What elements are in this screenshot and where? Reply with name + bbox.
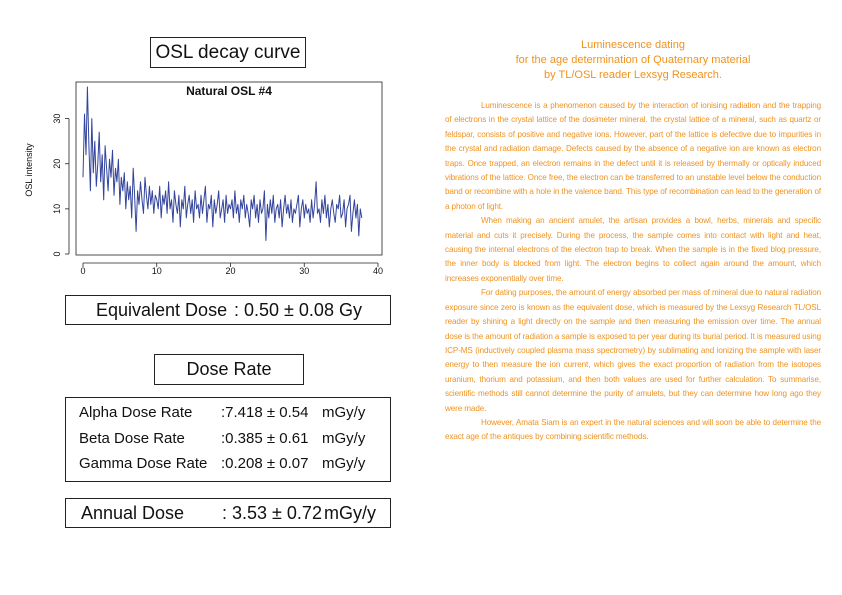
osl-chart	[18, 74, 398, 274]
article-paragraph: However, Amata Siam is an expert in the natural sciences and will soon be able to determine the exact age of the antiques by combining scientific methods.	[445, 417, 821, 442]
dose-rate-title: Dose Rate	[186, 359, 272, 379]
dose-rates-box	[65, 397, 391, 482]
beta-dose-rate-unit: mGy/y	[322, 430, 366, 447]
article-paragraph: When making an ancient amulet, the artisan provides a bowl, herbs, minerals and specific material and cuts it precisely. During the process, the sample comes into contact with light and heat, causing the internal electrons of the electron trap to break. When the sample is in the fixed blog pressure, the inner body is blocked from light. The electron begins to collect again around the amount, which increases exponentially over time.	[445, 216, 821, 283]
article-title-line: by TL/OSL reader Lexsyg Research.	[544, 69, 722, 81]
gamma-dose-rate-row	[66, 455, 390, 477]
series-line-group	[83, 87, 362, 241]
equivalent-dose-unit: Gy	[339, 299, 363, 320]
plot-frame	[76, 82, 382, 255]
equivalent-dose-box	[65, 295, 391, 325]
annual-dose-unit: mGy/y	[324, 503, 376, 523]
x-tick-label: 20	[225, 266, 236, 274]
article-paragraph: Luminescence is a phenomenon caused by the interaction of ionising radiation and the trapping of electrons in the crystal lattice of the dosimeter mineral. the crystal lattice of a mineral, such as quartz or feldspar, consists of positive and negative ions. However, part of the lattice is defective due to impurities in the crystal and radiation damage. Defects caused by the absence of a negative ion are known as electron traps. Once trapped, an electron remains in the defect until it is released by thermally or optically induced vibrations of the lattice. Once free, the electron can be transferred to an unstable level below the conduction band or recombine with a hole in the valence band. This type of recombination can lead to the generation of a photon of light.	[445, 101, 821, 211]
equivalent-dose-value: : 0.50 ± 0.08	[234, 299, 334, 320]
x-tick-label: 0	[80, 266, 86, 274]
osl-title-box	[150, 37, 306, 68]
y-tick-label: 10	[52, 203, 62, 214]
equivalent-dose-label: Equivalent Dose	[96, 299, 228, 320]
y-axis-label: OSL intensity	[24, 143, 34, 197]
gamma-dose-rate-unit: mGy/y	[322, 455, 366, 472]
annual-dose-value: : 3.53 ± 0.72	[222, 503, 322, 523]
annual-dose-label: Annual Dose	[81, 503, 185, 523]
beta-dose-rate-label: Beta Dose Rate	[79, 430, 185, 447]
chart-title: Natural OSL #4	[186, 84, 272, 98]
annual-dose-box	[65, 498, 391, 528]
alpha-dose-rate-unit: mGy/y	[322, 404, 366, 421]
x-tick-label: 30	[299, 266, 310, 274]
beta-dose-rate-row	[66, 430, 390, 452]
y-tick-label: 0	[52, 251, 62, 257]
article-column	[445, 38, 821, 445]
article-title	[445, 38, 821, 83]
alpha-dose-rate-value: :7.418 ± 0.54	[221, 404, 309, 421]
x-tick-label: 10	[151, 266, 162, 274]
article-title-line: for the age determination of Quaternary material	[515, 54, 751, 66]
osl-series-line	[83, 87, 362, 241]
y-tick-label: 30	[52, 113, 62, 124]
dose-rate-title-box	[154, 354, 304, 385]
beta-dose-rate-value: :0.385 ± 0.61	[221, 430, 309, 447]
gamma-dose-rate-label: Gamma Dose Rate	[79, 455, 208, 472]
article-title-line: Luminescence dating	[581, 39, 685, 51]
osl-title: OSL decay curve	[155, 41, 301, 63]
x-tick-label: 40	[372, 266, 384, 274]
alpha-dose-rate-label: Alpha Dose Rate	[79, 404, 193, 421]
alpha-dose-rate-row	[66, 404, 390, 426]
y-tick-label: 20	[52, 158, 62, 169]
article-paragraph: For dating purposes, the amount of energy absorbed per mass of mineral due to natural radiation exposure since zero is known as the equivalent dose, which is measured by the Lexsyg Research TL/OSL reader by shining a light directly on the sample and then measuring the emission over time. The annual dose is the amount of radiation a sample is exposed to per year during its burial period. It is measured using ICP-MS (inductively coupled plasma mass spectrometry) by sublimating and ionizing the sample with laser energy to then measure the ion current, which gives the exact proportion of radiation from the isotopes uranium, thorium and potassium, and then both values are used for further calculation. To summarise, scientific methods still cannot determine the purity of amulets, but they can determine how long ago they were made.	[445, 288, 821, 413]
axes	[52, 114, 383, 274]
gamma-dose-rate-value: :0.208 ± 0.07	[221, 455, 309, 472]
